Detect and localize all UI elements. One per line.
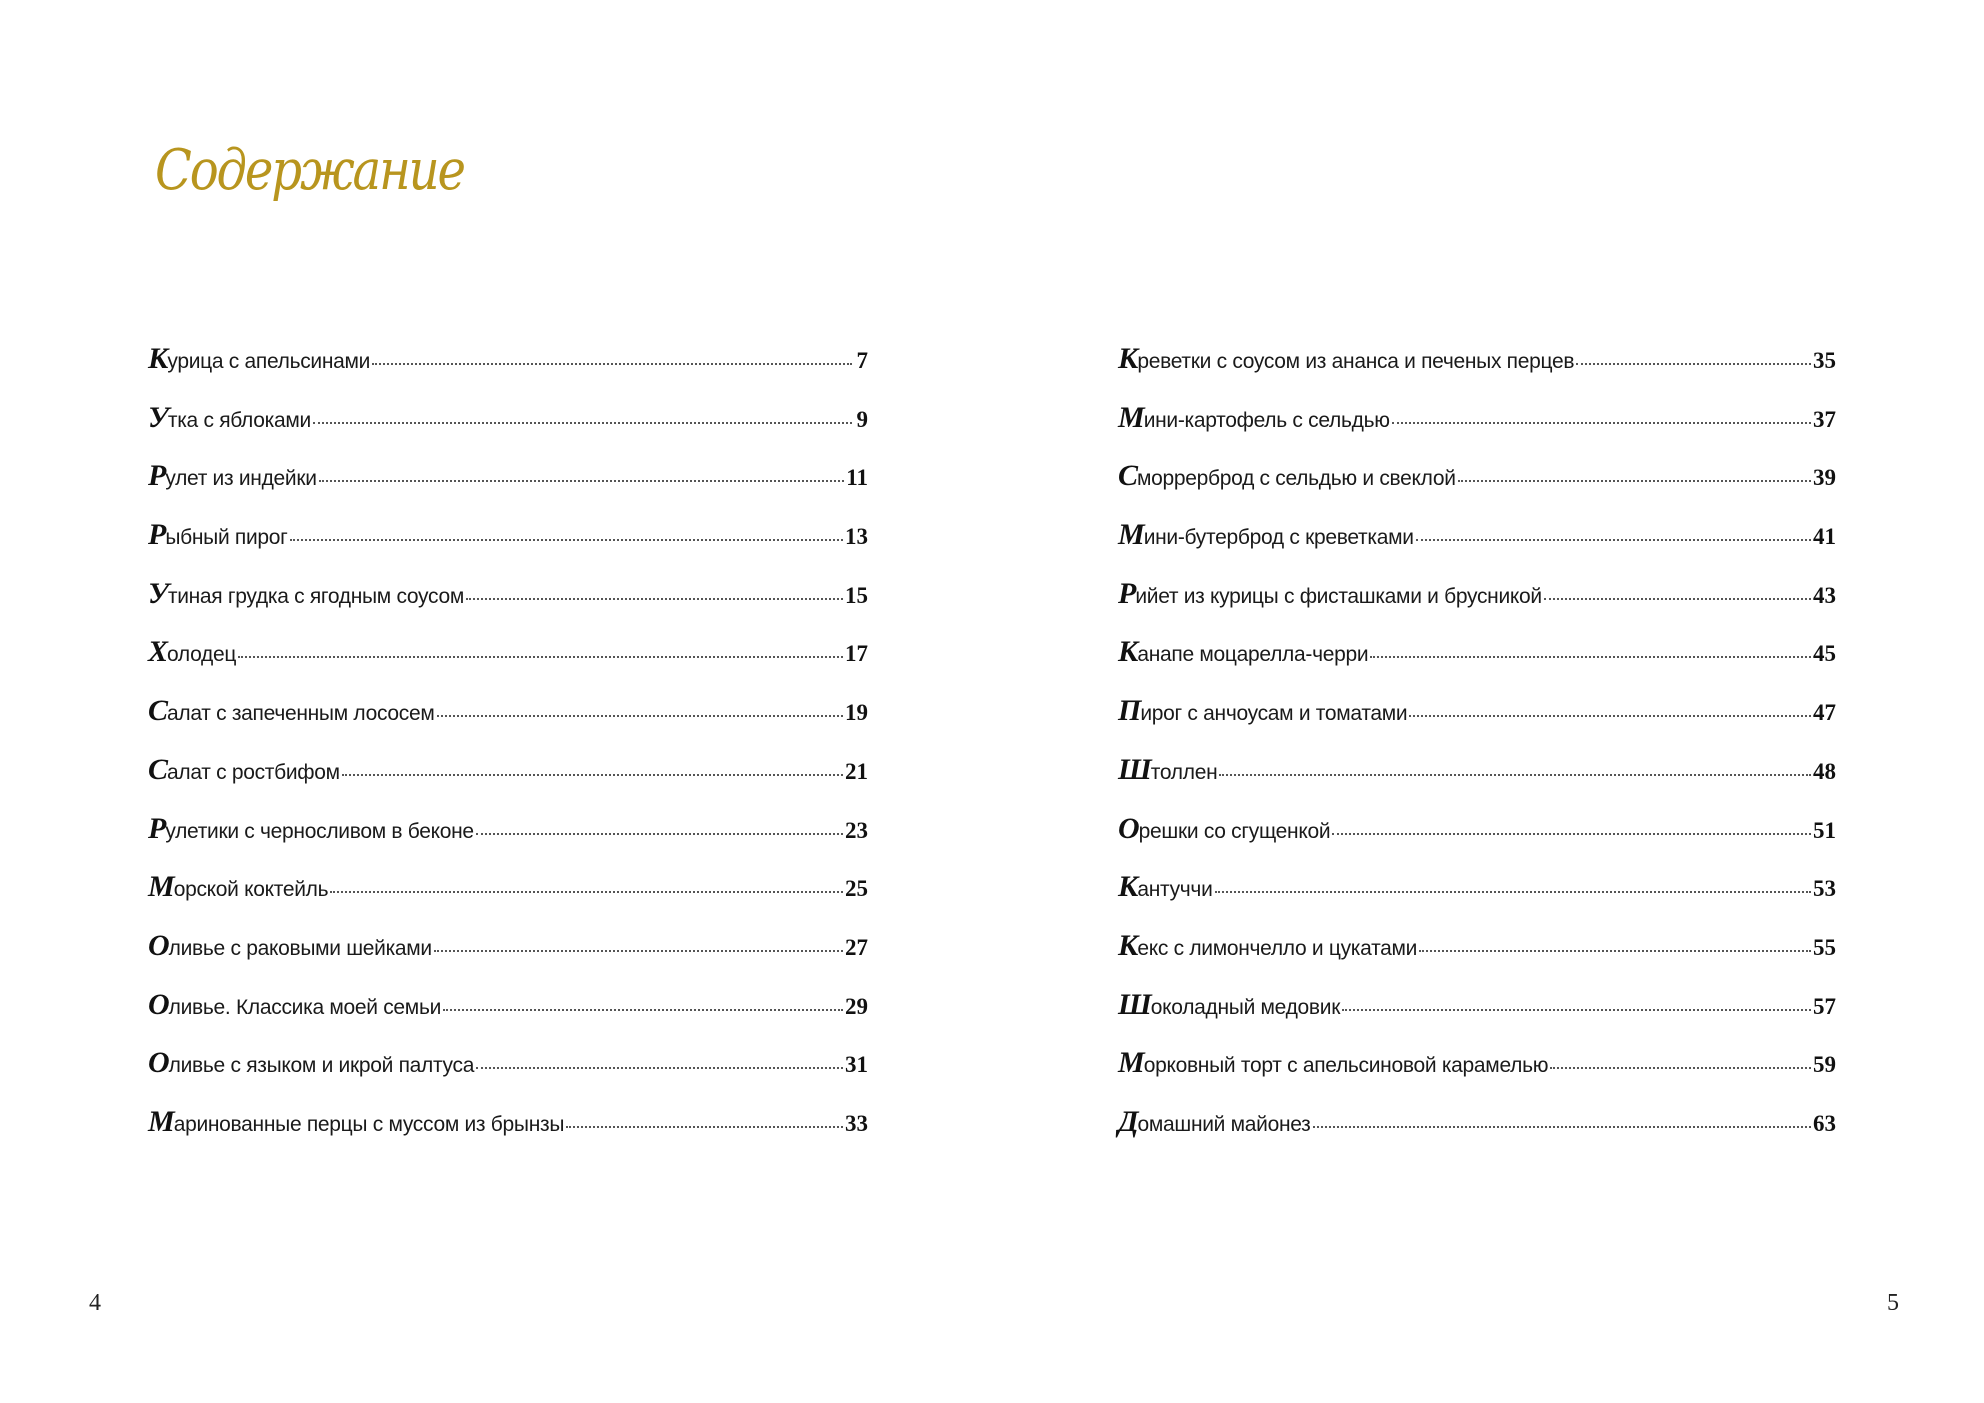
entry-title-text: ыбный пирог: [165, 526, 288, 550]
dot-leader: [1313, 1126, 1811, 1128]
toc-entry[interactable]: [148, 1105, 868, 1164]
entry-title-text: алат с запеченным лососем: [167, 702, 435, 726]
toc-entry[interactable]: [1118, 988, 1836, 1047]
drop-initial: К: [148, 342, 168, 375]
entry-page-number: 43: [1813, 582, 1836, 608]
entry-title-text: екс с лимончелло и цукатами: [1137, 936, 1418, 960]
toc-entry-title: [1118, 518, 1414, 552]
toc-entry-title: [148, 635, 236, 669]
toc-entry[interactable]: [148, 577, 868, 636]
drop-initial: С: [1118, 459, 1138, 493]
entry-page-number: 23: [845, 817, 868, 843]
dot-leader: [313, 422, 852, 424]
dot-leader: [1576, 363, 1811, 365]
toc-entry-title: [1118, 342, 1574, 376]
drop-initial: О: [148, 928, 169, 962]
dot-leader: [437, 715, 844, 717]
toc-entry[interactable]: [1118, 401, 1836, 460]
entry-title-text: антуччи: [1137, 878, 1213, 902]
drop-initial: М: [1118, 400, 1144, 434]
entry-title-text: урица с апельсинами: [167, 350, 371, 373]
entry-page-number: 7: [856, 348, 868, 373]
entry-page-number: 55: [1813, 934, 1836, 960]
toc-entry[interactable]: [1118, 753, 1836, 812]
dot-leader: [476, 833, 843, 835]
dot-leader: [1409, 715, 1811, 717]
toc-entry[interactable]: [148, 988, 868, 1047]
drop-initial: К: [1118, 342, 1138, 375]
entry-page-number: 48: [1813, 758, 1836, 784]
toc-entry-title: [148, 459, 317, 493]
drop-initial: О: [148, 1046, 169, 1080]
entry-page-number: 9: [856, 406, 868, 432]
toc-entry-title: [1118, 694, 1407, 728]
drop-initial: О: [1118, 811, 1139, 845]
dot-leader: [1370, 656, 1811, 658]
drop-initial: Д: [1118, 1104, 1138, 1138]
drop-initial: Р: [1118, 576, 1136, 610]
entry-title-text: ийет из курицы с фисташками и брусникой: [1135, 584, 1542, 608]
drop-initial: У: [148, 400, 168, 434]
toc-entry[interactable]: [148, 1046, 868, 1105]
entry-title-text: улет из индейки: [165, 467, 317, 491]
dot-leader: [1219, 774, 1811, 776]
toc-entry[interactable]: [1118, 812, 1836, 871]
entry-page-number: 19: [845, 700, 868, 726]
toc-entry[interactable]: [1118, 929, 1836, 988]
entry-title-text: ирог с анчоусам и томатами: [1140, 702, 1408, 726]
toc-entry-title: [1118, 1105, 1311, 1139]
entry-page-number: 31: [845, 1052, 868, 1078]
toc-entry-title: [1118, 459, 1456, 493]
toc-entry[interactable]: [148, 753, 868, 812]
drop-initial: Ш: [1118, 987, 1151, 1021]
toc-entry-title: [1118, 401, 1390, 435]
dot-leader: [1416, 539, 1811, 541]
entry-page-number: 57: [1813, 993, 1836, 1019]
toc-entry-title: [148, 1046, 474, 1080]
dot-leader: [1419, 950, 1811, 952]
dot-leader: [1544, 598, 1811, 600]
entry-title-text: орской коктейль: [173, 878, 329, 902]
entry-page-number: 47: [1813, 700, 1836, 726]
toc-entry[interactable]: [148, 518, 868, 577]
dot-leader: [476, 1067, 843, 1069]
entry-page-number: 39: [1813, 465, 1836, 491]
toc-entry[interactable]: [148, 694, 868, 753]
dot-leader: [319, 480, 845, 482]
entry-title-text: реветки с соусом из ананса и печеных перцев: [1137, 350, 1575, 373]
toc-entry-title: [1118, 812, 1330, 846]
toc-entry[interactable]: [148, 342, 868, 401]
toc-entry-title: [148, 870, 328, 904]
entry-page-number: 33: [845, 1110, 868, 1136]
entry-page-number: 17: [845, 641, 868, 667]
entry-title-text: олодец: [167, 643, 237, 667]
drop-initial: С: [148, 752, 168, 786]
entry-title-text: ливье. Классика моей семьи: [168, 995, 442, 1019]
dot-leader: [1550, 1067, 1811, 1069]
page-title: Содержание: [155, 138, 464, 203]
right-page: [992, 0, 1984, 1403]
toc-entry-title: [1118, 577, 1542, 611]
toc-entry[interactable]: [148, 459, 868, 518]
toc-entry-title: [148, 988, 441, 1022]
dot-leader: [238, 656, 843, 658]
dot-leader: [342, 774, 843, 776]
toc-entry[interactable]: [1118, 1046, 1836, 1105]
entry-page-number: 35: [1813, 348, 1836, 373]
entry-page-number: 53: [1813, 876, 1836, 902]
entry-title-text: ини-бутерброд с креветками: [1143, 526, 1414, 550]
entry-page-number: 59: [1813, 1052, 1836, 1078]
toc-entry-title: [148, 812, 474, 846]
entry-title-text: аринованные перцы с муссом из брынзы: [173, 1112, 565, 1136]
drop-initial: Р: [148, 518, 166, 552]
drop-initial: К: [1118, 635, 1138, 669]
dot-leader: [1458, 480, 1811, 482]
toc-entry[interactable]: [1118, 459, 1836, 518]
drop-initial: М: [148, 1104, 174, 1138]
toc-entry-title: [1118, 988, 1340, 1022]
entry-page-number: 41: [1813, 524, 1836, 550]
entry-title-text: решки со сгущенкой: [1138, 819, 1331, 843]
toc-entry-title: [148, 342, 370, 376]
page-number: 4: [89, 1290, 101, 1316]
toc-entry[interactable]: [148, 812, 868, 871]
entry-page-number: 37: [1813, 406, 1836, 432]
toc-entry[interactable]: [148, 929, 868, 988]
entry-page-number: 45: [1813, 641, 1836, 667]
entry-page-number: 15: [845, 582, 868, 608]
toc-entry[interactable]: [1118, 870, 1836, 929]
drop-initial: М: [1118, 1046, 1144, 1080]
toc-list-left: [148, 342, 868, 1164]
dot-leader: [1392, 422, 1811, 424]
toc-entry-title: [148, 694, 435, 728]
toc-entry[interactable]: [1118, 518, 1836, 577]
entry-page-number: 11: [846, 465, 868, 491]
toc-entry[interactable]: [1118, 1105, 1836, 1164]
toc-entry-title: [1118, 870, 1213, 904]
entry-page-number: 51: [1813, 817, 1836, 843]
page-number: 5: [1887, 1290, 1899, 1316]
entry-title-text: анапе моцарелла-черри: [1137, 643, 1369, 667]
toc-entry[interactable]: [1118, 694, 1836, 753]
toc-entry[interactable]: [148, 401, 868, 460]
dot-leader: [466, 598, 843, 600]
entry-title-text: алат с ростбифом: [167, 760, 340, 784]
drop-initial: М: [1118, 518, 1144, 552]
entry-title-text: моррерброд с сельдью и свеклой: [1137, 467, 1456, 491]
toc-entry-title: [148, 753, 340, 787]
entry-page-number: 27: [845, 934, 868, 960]
entry-title-text: ливье с языком и икрой палтуса: [168, 1054, 475, 1078]
toc-list-right: [1118, 342, 1836, 1164]
toc-entry-title: [148, 401, 311, 435]
toc-entry[interactable]: [1118, 635, 1836, 694]
drop-initial: О: [148, 987, 169, 1021]
entry-title-text: околадный медовик: [1150, 995, 1341, 1019]
toc-entry-title: [148, 577, 464, 611]
toc-entry-title: [1118, 635, 1368, 669]
toc-entry-title: [1118, 929, 1417, 963]
dot-leader: [330, 891, 843, 893]
entry-title-text: тка с яблоками: [167, 408, 311, 432]
entry-page-number: 29: [845, 993, 868, 1019]
entry-title-text: орковный торт с апельсиновой карамелью: [1143, 1054, 1549, 1078]
dot-leader: [290, 539, 843, 541]
entry-title-text: ливье с раковыми шейками: [168, 936, 432, 960]
toc-entry-title: [148, 518, 288, 552]
entry-page-number: 63: [1813, 1110, 1836, 1136]
toc-entry-title: [1118, 753, 1217, 787]
dot-leader: [1332, 833, 1811, 835]
toc-entry[interactable]: [1118, 577, 1836, 636]
drop-initial: Р: [148, 459, 166, 493]
dot-leader: [434, 950, 843, 952]
dot-leader: [566, 1126, 843, 1128]
entry-page-number: 13: [845, 524, 868, 550]
drop-initial: К: [1118, 870, 1138, 904]
toc-entry[interactable]: [148, 870, 868, 929]
drop-initial: М: [148, 870, 174, 904]
entry-title-text: толлен: [1150, 760, 1218, 784]
dot-leader: [1342, 1009, 1811, 1011]
toc-entry-title: [148, 1105, 564, 1139]
dot-leader: [443, 1009, 843, 1011]
entry-title-text: омашний майонез: [1137, 1112, 1311, 1136]
toc-entry[interactable]: [148, 635, 868, 694]
drop-initial: П: [1118, 694, 1141, 728]
drop-initial: Р: [148, 811, 166, 845]
drop-initial: С: [148, 694, 168, 728]
entry-page-number: 21: [845, 758, 868, 784]
entry-title-text: ини-картофель с сельдью: [1143, 408, 1390, 432]
entry-title-text: тиная грудка с ягодным соусом: [167, 584, 464, 608]
drop-initial: К: [1118, 928, 1138, 962]
entry-page-number: 25: [845, 876, 868, 902]
toc-entry-title: [148, 929, 432, 963]
dot-leader: [1215, 891, 1811, 893]
toc-entry[interactable]: [1118, 342, 1836, 401]
entry-title-text: улетики с черносливом в беконе: [165, 819, 474, 843]
drop-initial: У: [148, 576, 168, 610]
dot-leader: [372, 363, 852, 365]
drop-initial: Ш: [1118, 752, 1151, 786]
toc-entry-title: [1118, 1046, 1548, 1080]
drop-initial: Х: [148, 635, 168, 669]
